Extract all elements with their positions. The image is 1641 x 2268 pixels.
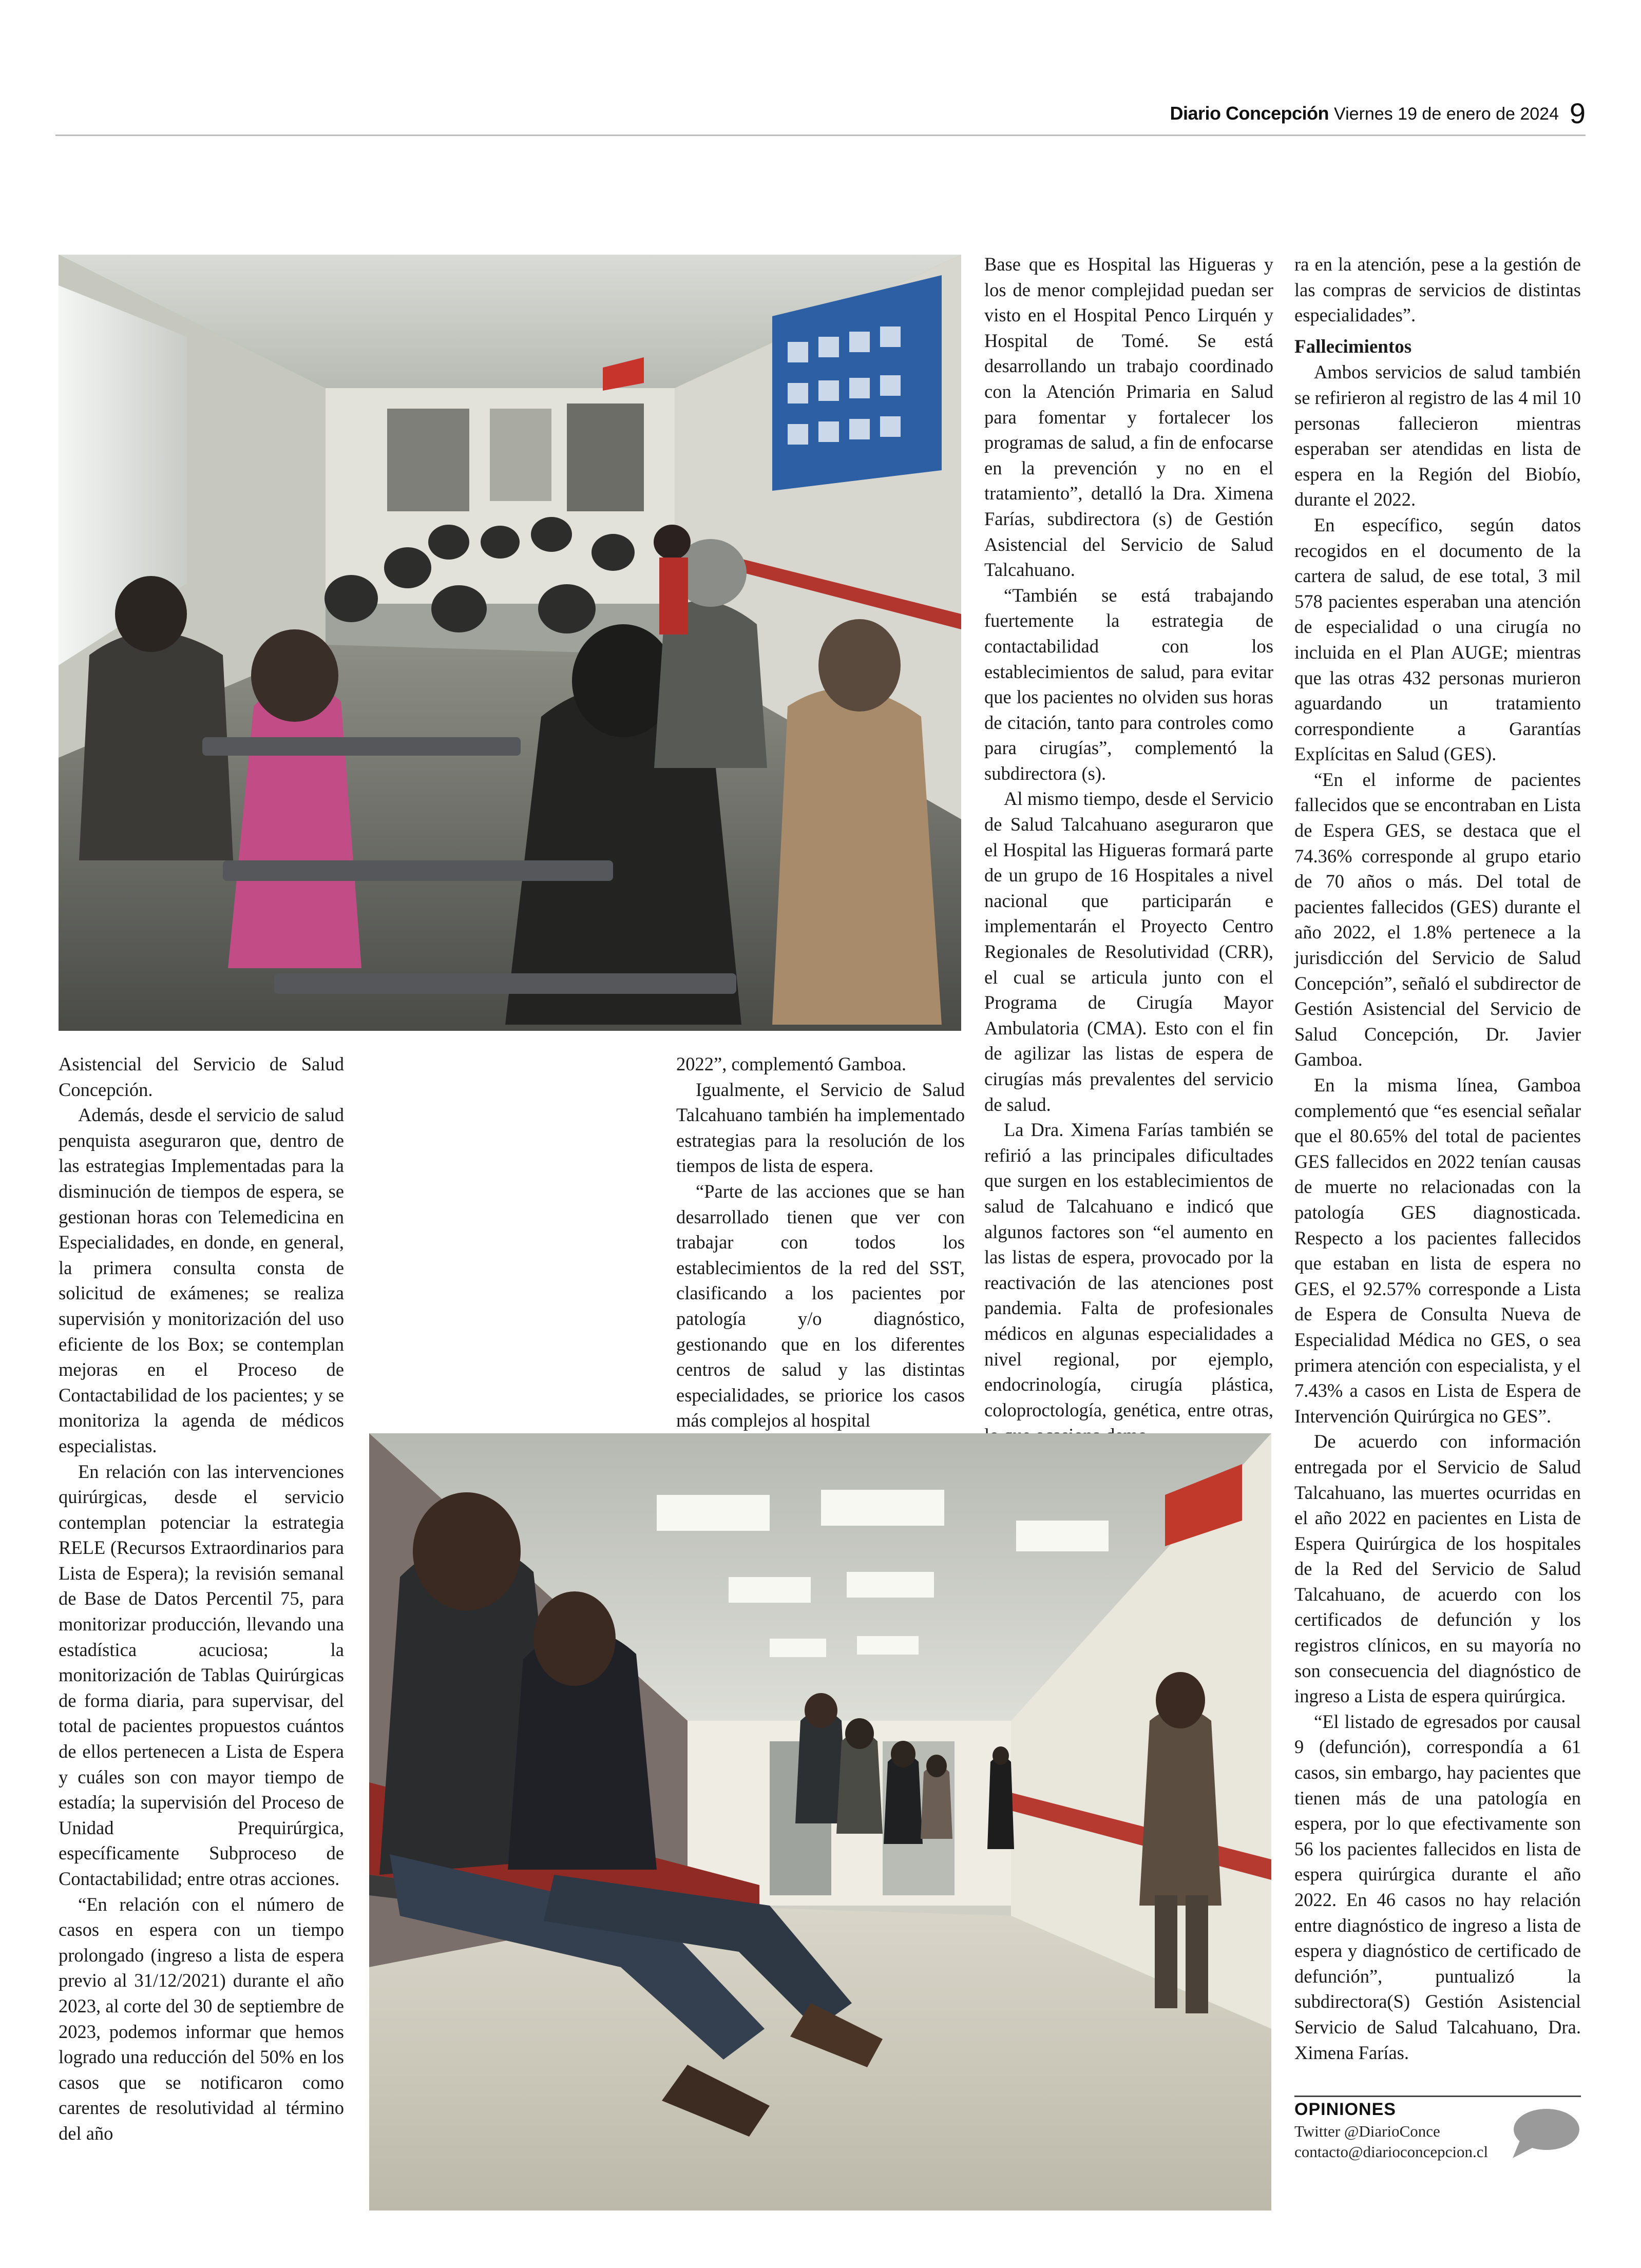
paragraph: “En relación con el número de casos en espera con un tiempo prolongado (ingreso a lista de espera previo al 31/12/2021) durante el año 2023, al corte del 30 de septiembre de 2023, podemos informar que hemos logrado una reducción del 50% en los casos que se notificaron como carentes de resolutividad al término del año <box>59 1893 344 2144</box>
paragraph: 2022”, complementó Gamboa. <box>676 1053 907 1074</box>
paragraph: En relación con las intervenciones quirúrgicas, desde el servicio contemplan potenciar la estrategia RELE (Recursos Extraordinarios para Lista de Espera); la revisión semanal de Base de Datos Percentil 75, para monitorizar producción, llevando una estadística acuciosa; la monitorización de Tablas Quirúrgicas de forma diaria, para supervisar, del total de pacientes propuestos cuántos de ellos pertenecen a Lista de Espera y cuáles son con mayor tiempo de estadía; la supervisión del Proceso de Unidad Prequirúrgica, específicamente Subproceso de Contactabilidad; entre otras acciones. <box>59 1460 344 1889</box>
contact-email[interactable]: contacto@diarioconcepcion.cl <box>1294 2143 1489 2161</box>
twitter-handle[interactable]: Twitter @DiarioConce <box>1294 2122 1440 2140</box>
issue-date: Viernes 19 de enero de 2024 <box>1334 104 1559 124</box>
paragraph: De acuerdo con información entregada por el Servicio de Salud Talcahuano, las muertes ocurridas en el año 2022 en pacientes en Lista de Espera Quirúrgica de los hospitales de la Red del Servicio de Salud Talcahuano, de acuerdo con los certificados de defunción y los registros clínicos, en su mayoría no son consecuencia del diagnóstico de ingreso a Lista de espera quirúrgica. <box>1294 1431 1581 1707</box>
section-subheading: Fallecimientos <box>1294 336 1412 357</box>
paragraph: ra en la atención, pese a la gestión de las compras de servicios de distintas especialidades”. <box>1294 254 1581 326</box>
paragraph: En la misma línea, Gamboa complementó que “es esencial señalar que el 80.65% del total de pacientes GES fallecidos en 2022 tenían causas de muerte no relacionadas con la patología GES diagnosticada. Respecto a los pacientes fallecidos que estaban en lista de espera no GES, el 92.57% corresponde a Lista de Espera de Consulta Nueva de Especialidad Médica no GES, o sea primera atención con especialista, y el 7.43% a casos en Lista de Espera de Intervención Quirúrgica no GES”. <box>1294 1074 1581 1427</box>
article-column-3 <box>984 252 1273 1448</box>
hospital-corridor-photo <box>369 1433 1271 2211</box>
paragraph: “También se está trabajando fuertemente la estrategia de contactabilidad con los establecimientos de salud, para evitar que los pacientes no olviden sus horas de citación, tanto para controles como para cirugías”, complementó la subdirectora (s). <box>984 584 1273 784</box>
header-rule <box>55 134 1586 136</box>
page-number: 9 <box>1569 97 1586 129</box>
paragraph: Además, desde el servicio de salud penquista aseguraron que, dentro de las estrategias Implementadas para la disminución de tiempos de espera, se gestionan horas con Telemedicina en Especialidades, en donde, en general, la primera consulta consta de solicitud de exámenes; se realiza supervisión y monitorización del uso eficiente de los Box; se contemplan mejoras en el Proceso de Contactabilidad de los pacientes; y se monitoriza la agenda de médicos especialistas. <box>59 1104 344 1456</box>
paragraph: Igualmente, el Servicio de Salud Talcahuano también ha implementado estrategias para la resolución de los tiempos de lista de espera. <box>676 1079 965 1177</box>
newspaper-brand: Diario Concepción <box>1170 103 1329 124</box>
opinions-title: OPINIONES <box>1294 2100 1396 2119</box>
paragraph: “Parte de las acciones que se han desarrollado tienen que ver con trabajar con todos los establecimientos de la red del SST, clasificando a los pacientes por patología y/o diagnóstico, gestionando que en los diferentes centros de salud y las distintas especialidades, se priorice los casos más complejos al hospital <box>676 1180 965 1431</box>
paragraph: “En el informe de pacientes fallecidos que se encontraban en Lista de Espera GES, se destaca que el 74.36% corresponde al grupo etario de 70 años o más. Del total de pacientes fallecidos (GES) durante el año 2022, el 1.8% pertenece a la jurisdicción del Servicio de Salud Concepción”, señaló el subdirector de Gestión Asistencial del Servicio de Salud Concepción, Dr. Javier Gamboa. <box>1294 768 1581 1070</box>
speech-bubble-icon <box>1510 2105 1581 2161</box>
paragraph: Base que es Hospital las Higueras y los de menor complejidad puedan ser visto en el Hospital Penco Lirquén y Hospital de Tomé. Se está desarrollando un trabajo coordinado con la Atención Primaria en Salud para fomentar y fortalecer los programas de salud, a fin de enfocarse en la prevención y no en el tratamiento”, detalló la Dra. Ximena Farías, subdirectora (s) de Gestión Asistencial del Servicio de Salud Talcahuano. <box>984 254 1273 581</box>
opinions-rule <box>1294 2096 1581 2097</box>
paragraph: En específico, según datos recogidos en el documento de la cartera de salud, de ese total, 3 mil 578 pacientes esperaban una atención de especialidad o una cirugía no incluida en el Plan AUGE; mientras que las otras 432 personas murieron aguardando un tratamiento correspondiente a Garantías Explícitas en Salud (GES). <box>1294 514 1581 765</box>
waiting-room-photo <box>59 255 961 1031</box>
paragraph: Asistencial del Servicio de Salud Concepción. <box>59 1053 344 1100</box>
page-header <box>1170 103 1559 133</box>
paragraph: “El listado de egresados por causal 9 (defunción), correspondía a 61 casos, sin embargo, hay pacientes que tienen más de una patología en espera, por lo que efectivamente son 56 los pacientes fallecidos en lista de espera quirúrgica durante el año 2022. En 46 casos no hay relación entre diagnóstico de ingreso a lista de espera y diagnóstico de certificado de defunción”, puntualizó la subdirectora(S) Gestión Asistencial Servicio de Salud Talcahuano, Dra. Ximena Farías. <box>1294 1710 1581 2063</box>
article-column-4 <box>1294 252 1581 2065</box>
paragraph: Ambos servicios de salud también se refirieron al registro de las 4 mil 10 personas fallecieron mientras esperaban ser atendidas en lista de espera en la Región del Biobío, durante el 2022. <box>1294 361 1581 510</box>
paragraph: Al mismo tiempo, desde el Servicio de Salud Talcahuano aseguraron que el Hospital las Higueras formará parte de un grupo de 16 Hospitales a nivel nacional que participarán e implementarán el Proyecto Centro Regionales de Resolutividad (CRR), el cual se articula junto con el Programa de Cirugía Mayor Ambulatoria (CMA). Esto con el fin de agilizar las listas de espera de cirugías más prevalentes del servicio de salud. <box>984 788 1273 1115</box>
article-column-2 <box>676 1051 965 1433</box>
article-column-1 <box>59 1051 344 2146</box>
paragraph: La Dra. Ximena Farías también se refirió a las principales dificultades que surgen en los establecimientos de salud de Talcahuano e indicó que algunos factores son “el aumento en las listas de espera, provocado por la reactivación de las atenciones post pandemia. Falta de profesionales médicos en algunas especialidades a nivel regional, por ejemplo, endocrinología, cirugía plástica, coloproctología, genética, entre otras, <box>984 1119 1273 1420</box>
